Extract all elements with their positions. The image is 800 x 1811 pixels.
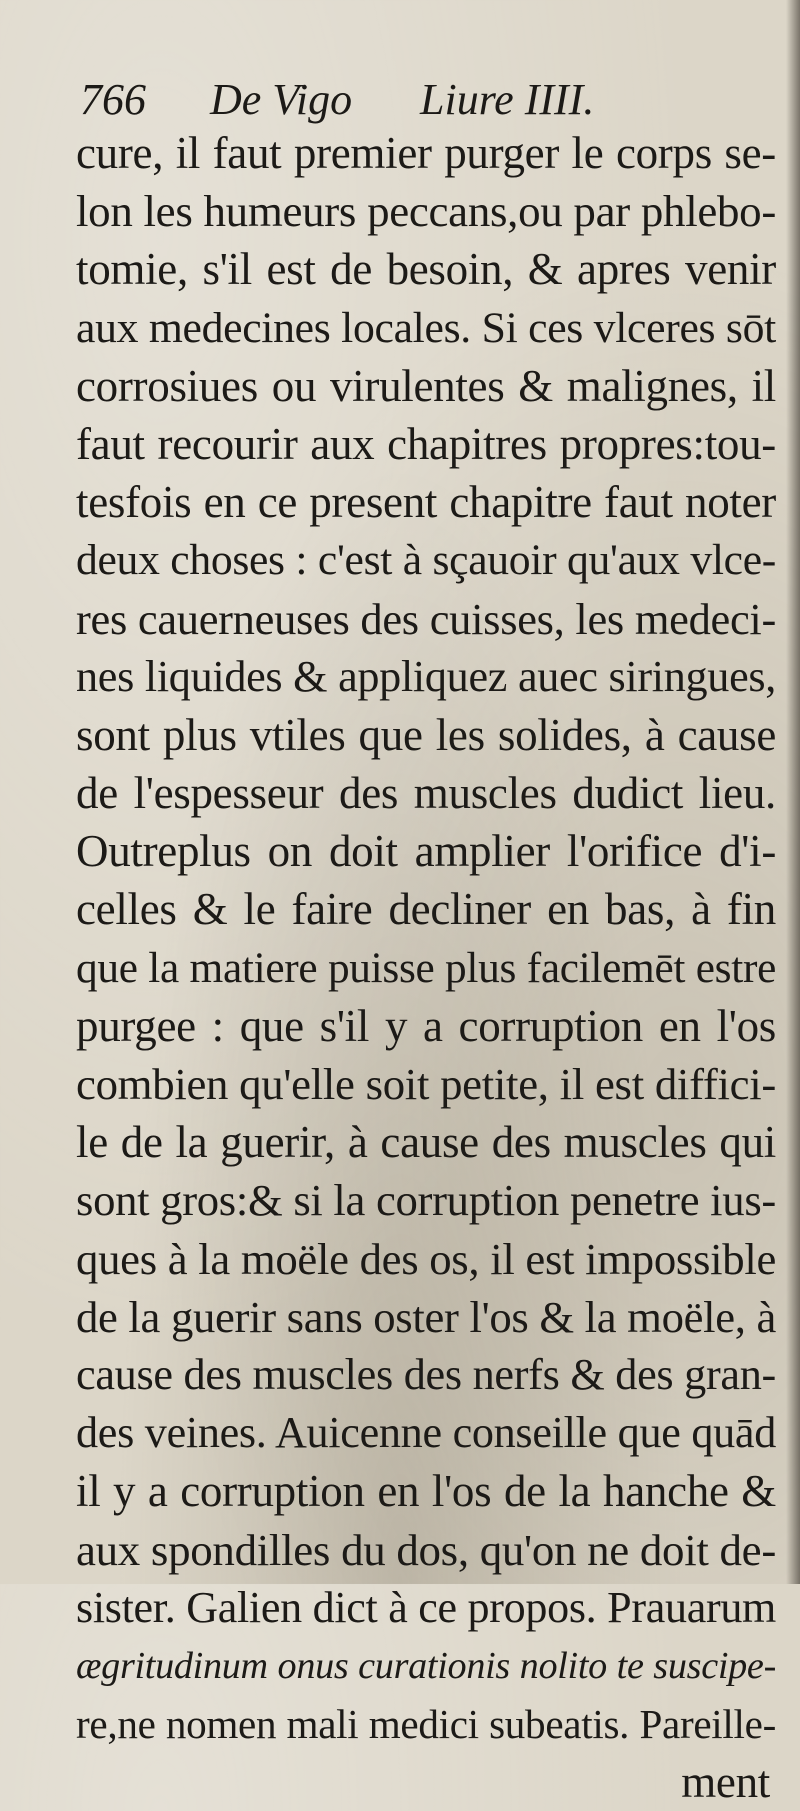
text-line: des veines. Auicenne conseille que quād: [76, 1408, 776, 1458]
text-line: que la matiere puisse plus facilemēt estre: [76, 943, 776, 992]
running-title-book: Liure IIII.: [420, 75, 595, 124]
running-title-author: De Vigo: [210, 75, 353, 124]
page-number: 766: [80, 75, 146, 124]
text-line: il y a corruption en l'os de la hanche &: [76, 1466, 776, 1517]
text-line: faut recourir aux chapitres propres:tou-: [76, 418, 776, 469]
text-line: sister. Galien dict à ce propos. Prauarum: [76, 1582, 776, 1632]
text-line: le de la guerir, à cause des muscles qui: [76, 1117, 776, 1168]
text-line: tesfois en ce present chapitre faut noter: [76, 477, 776, 528]
text-line: ques à la moële des os, il est impossible: [76, 1233, 776, 1284]
text-line: de l'espesseur des muscles dudict lieu.: [76, 768, 776, 819]
text-line: purgee : que s'il y a corruption en l'os: [76, 1000, 776, 1051]
page-edge-shadow: [786, 0, 800, 1584]
text-line: aux spondilles du dos, qu'on ne doit de-: [76, 1524, 776, 1575]
text-line: tomie, s'il est de besoin, & apres venir: [76, 244, 776, 295]
text-line: sont plus vtiles que les solides, à cause: [76, 709, 776, 760]
text-line: Outreplus on doit amplier l'orifice d'i-: [76, 826, 776, 877]
text-line: corrosiues ou virulentes & malignes, il: [76, 360, 776, 411]
text-line: sont gros:& si la corruption penetre ius-: [76, 1175, 776, 1226]
text-line: de la guerir sans oster l'os & la moële, à: [76, 1291, 777, 1342]
text-line: re,ne nomen mali medici subeatis. Pareille-: [76, 1701, 776, 1748]
text-line: lon les humeurs peccans,ou par phlebo-: [76, 186, 776, 237]
text-line: res cauerneuses des cuisses, les medeci-: [76, 593, 776, 644]
text-line: cure, il faut premier purger le corps se-: [76, 128, 776, 178]
text-line: cause des muscles des nerfs & des gran-: [76, 1349, 776, 1399]
text-line-latin-quote: ægritudinum onus curationis nolito te suscipe-: [76, 1644, 776, 1687]
text-line: combien qu'elle soit petite, il est diffici-: [76, 1059, 776, 1109]
text-line: aux medecines locales. Si ces vlceres sōt: [76, 303, 776, 352]
text-body: [76, 124, 776, 1811]
text-line: deux choses : c'est à sçauoir qu'aux vlce-: [76, 536, 776, 585]
running-header: [80, 70, 700, 130]
catchword: ment: [681, 1757, 770, 1808]
text-line: celles & le faire decliner en bas, à fin: [76, 884, 776, 935]
text-line: nes liquides & appliquez auec siringues,: [76, 651, 776, 701]
